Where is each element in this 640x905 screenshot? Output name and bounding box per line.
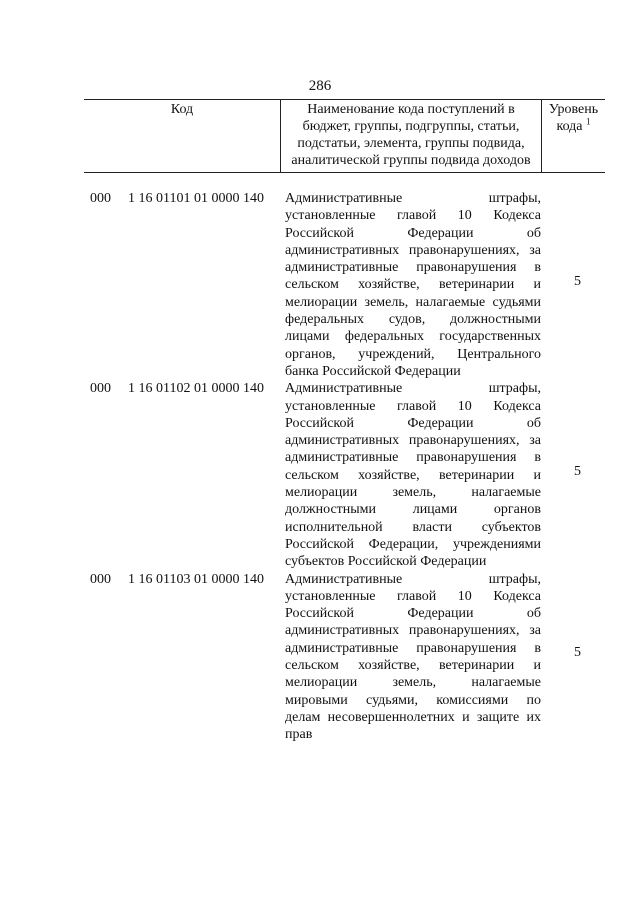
row-prefix: 000 [90,191,111,206]
header-name-line: подстатьи, элемента, группы подвида, [297,136,525,151]
row-code: 1 16 01102 01 0000 140 [128,381,264,397]
header-level-line: Уровень [548,102,599,117]
header-code-label: Код [170,102,194,117]
row-level: 5 [574,644,581,660]
table-body [0,190,640,744]
header-code-column [84,100,281,172]
header-name-column [281,100,542,172]
page-number: 286 [308,78,332,94]
header-name-line: бюджет, группы, подгруппы, статьи, [302,119,520,134]
row-code: 1 16 01103 01 0000 140 [128,571,264,587]
table-row [0,190,640,380]
header-level-word: кода [556,119,583,134]
header-level-column [542,100,605,172]
table-row [0,380,640,570]
header-name-line: Наименование кода поступлений в [307,102,515,117]
table-row [0,571,640,744]
row-name: Административные штрафы, установленные главой 10 Кодекса Российской Федерации об административных правонарушениях, за административные правонарушения в сельском хозяйстве, ветеринарии и мелиорации земель, налагаемые судьями федеральных судов, должностными лицами федеральных государственных органов, учреждений, Центрального банка Российской Федерации [285,191,541,379]
row-prefix: 000 [90,571,111,587]
row-name: Административные штрафы, установленные главой 10 Кодекса Российской Федерации об административных правонарушениях, за административные правонарушения в сельском хозяйстве, ветеринарии и мелиорации земель, налагаемые должностными лицами органов исполнительной власти субъектов Российской Федерации, учреждениями субъектов Российской Федерации [285,381,541,570]
table-header [84,99,605,173]
row-name: Административные штрафы, установленные главой 10 Кодекса Российской Федерации об административных правонарушениях, за административные правонарушения в сельском хозяйстве, ветеринарии и мелиорации земель, налагаемые мировыми судьями, комиссиями по делам несовершеннолетних и защите их прав [285,571,541,743]
row-prefix: 000 [90,381,111,397]
header-level-line [542,118,605,135]
row-code: 1 16 01101 01 0000 140 [128,191,264,206]
footnote-marker: 1 [586,116,591,127]
row-level: 5 [574,464,581,480]
row-level: 5 [574,274,581,289]
header-name-line: аналитической группы подвида доходов [291,153,531,168]
